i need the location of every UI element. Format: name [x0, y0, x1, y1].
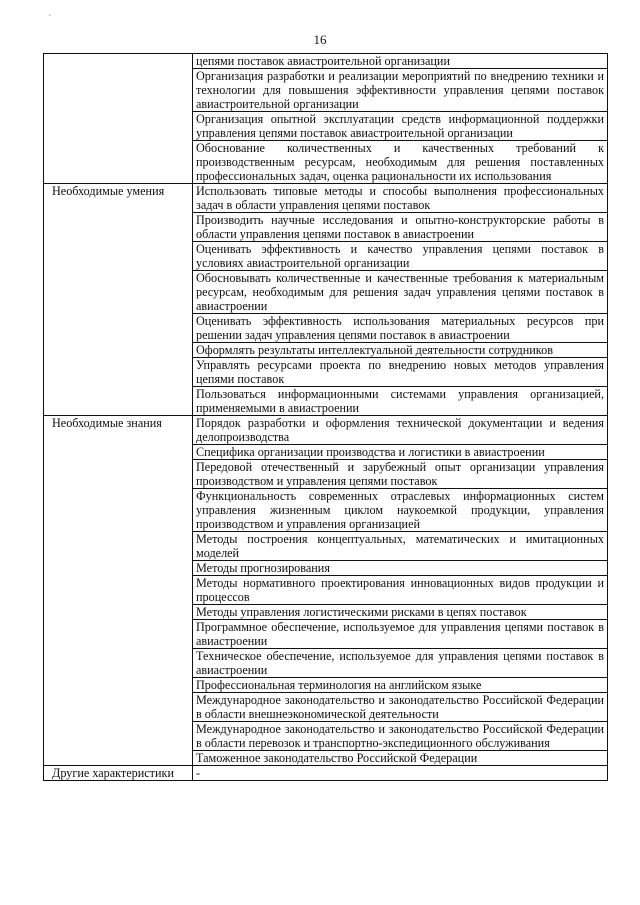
page-number: 16	[313, 32, 327, 47]
row-item: Методы прогнозирования	[193, 561, 608, 576]
row-item: Международное законодательство и законодательство Российской Федерации в области внешнеэкономической деятельности	[193, 693, 608, 722]
row-item: Международное законодательство и законодательство Российской Федерации в области перевозок и транспортно-экспедиционного обслуживания	[193, 722, 608, 751]
row-label: Необходимые знания	[44, 416, 193, 766]
row-item: Оценивать эффективность использования материальных ресурсов при решении задач управления цепями поставок в авиастроении	[193, 314, 608, 343]
row-item: Оценивать эффективность и качество управления цепями поставок в условиях авиастроительной организации	[193, 242, 608, 271]
row-item: Организация опытной эксплуатации средств информационной поддержки управления цепями поставок авиастроительной организации	[193, 112, 608, 141]
row-item: Обосновывать количественные и качественные требования к материальным ресурсам, необходимым для решения задач управления цепями поставок в авиастроении	[193, 271, 608, 314]
row-item: Методы управления логистическими рисками в цепях поставок	[193, 605, 608, 620]
row-item: цепями поставок авиастроительной организации	[193, 54, 608, 69]
row-item: Методы построения концептуальных, математических и имитационных моделей	[193, 532, 608, 561]
row-item: Пользоваться информационными системами управления организацией, применяемыми в авиастроении	[193, 387, 608, 416]
row-item: Порядок разработки и оформления технической документации и ведения делопроизводства	[193, 416, 608, 445]
table-row	[44, 416, 608, 445]
row-label: Другие характеристики	[44, 766, 193, 781]
row-label	[44, 54, 193, 184]
row-item: Обоснование количественных и качественных требований к производственным ресурсам, необходимым для решения поставленных профессиональных задач, оценка рациональности их использования	[193, 141, 608, 184]
row-label: Необходимые умения	[44, 184, 193, 416]
scan-mark: ˋ	[48, 14, 52, 25]
row-item: Специфика организации производства и логистики в авиастроении	[193, 445, 608, 460]
row-item: Таможенное законодательство Российской Федерации	[193, 751, 608, 766]
row-item: Профессиональная терминология на английском языке	[193, 678, 608, 693]
competency-table	[43, 53, 608, 781]
row-item: Использовать типовые методы и способы выполнения профессиональных задач в области управления цепями поставок	[193, 184, 608, 213]
row-item: Управлять ресурсами проекта по внедрению новых методов управления цепями поставок	[193, 358, 608, 387]
table-row	[44, 54, 608, 69]
table-body	[44, 54, 608, 781]
table-row	[44, 184, 608, 213]
row-item: Организация разработки и реализации мероприятий по внедрению техники и технологии для повышения эффективности управления цепями поставок авиастроительной организации	[193, 69, 608, 112]
row-item: Производить научные исследования и опытно-конструкторские работы в области управления цепями поставок в авиастроении	[193, 213, 608, 242]
row-item: Оформлять результаты интеллектуальной деятельности сотрудников	[193, 343, 608, 358]
table-row	[44, 766, 608, 781]
row-item: Функциональность современных отраслевых информационных систем управления жизненным циклом наукоемкой продукции, управления производством и управления организацией	[193, 489, 608, 532]
row-item: Передовой отечественный и зарубежный опыт организации управления производством и управления цепями поставок	[193, 460, 608, 489]
row-item: Методы нормативного проектирования инновационных видов продукции и процессов	[193, 576, 608, 605]
row-item: -	[193, 766, 608, 781]
row-item: Техническое обеспечение, используемое для управления цепями поставок в авиастроении	[193, 649, 608, 678]
row-item: Программное обеспечение, используемое для управления цепями поставок в авиастроении	[193, 620, 608, 649]
